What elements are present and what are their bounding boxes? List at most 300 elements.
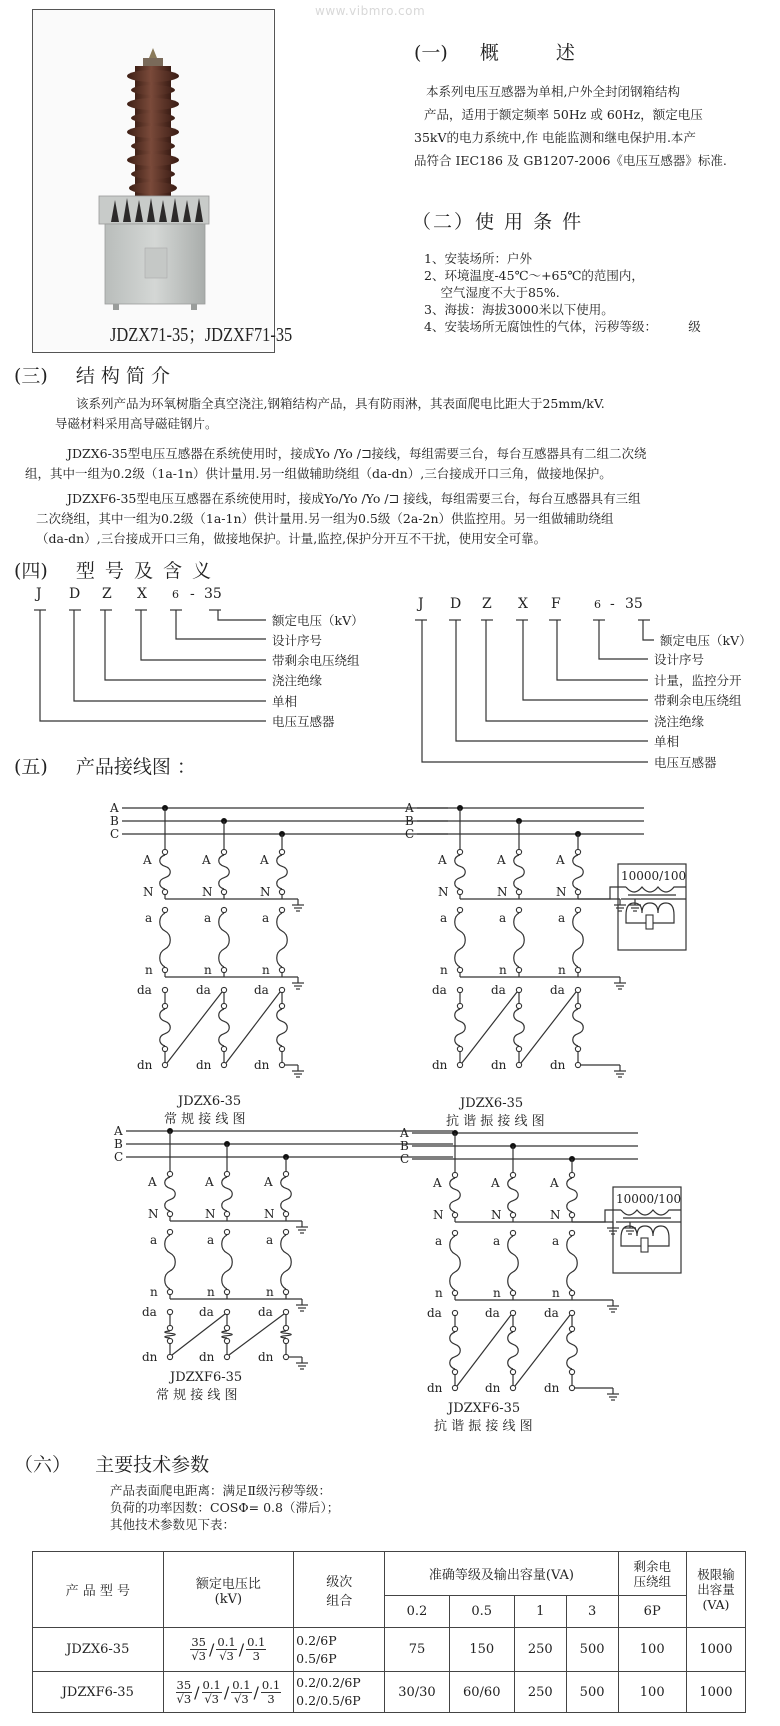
winding-label: da: [254, 983, 269, 997]
winding-label: n: [499, 963, 507, 977]
terminal-icon: [283, 1354, 288, 1359]
winding-label: dn: [432, 1058, 448, 1072]
code-letter: D: [450, 596, 462, 612]
winding-coil-icon: [165, 1177, 176, 1211]
fraction-numerator: 0.1: [247, 1635, 266, 1649]
winding-coil-icon: [219, 1009, 230, 1046]
winding-label: A: [202, 853, 211, 867]
code-letter: 6: [594, 598, 601, 611]
wiring-diagram-jdzx6-standard: [100, 790, 380, 1127]
winding-label: da: [544, 1306, 559, 1320]
code-letter: D: [69, 586, 81, 602]
winding-label: dn: [485, 1381, 501, 1395]
code-letter: -: [190, 586, 195, 602]
winding-coil-icon: [160, 1009, 171, 1046]
cell-ratio: [163, 1672, 294, 1713]
winding-coil-icon: [450, 1332, 461, 1369]
cell-residual: 100: [618, 1672, 686, 1713]
section-5-number: (五): [14, 756, 48, 778]
terminal-icon: [452, 1310, 457, 1315]
bus-label: B: [405, 814, 414, 828]
header-class-combo-line1: 级次: [326, 1574, 353, 1590]
winding-label: n: [145, 963, 153, 977]
terminal-icon: [221, 849, 226, 854]
terminal-icon: [167, 1325, 172, 1330]
delta-link: [515, 1315, 570, 1386]
code-letter: F: [551, 596, 561, 612]
terminal-icon: [221, 907, 226, 912]
terminal-icon: [224, 1229, 229, 1234]
wiring-diagram-jdzx6-anti-resonance: [380, 790, 687, 1129]
terminal-icon: [516, 987, 521, 992]
delta-link: [462, 992, 517, 1063]
winding-coil-icon: [508, 1236, 519, 1290]
header-class-1: 1: [514, 1596, 566, 1628]
terminal-icon: [221, 1046, 226, 1051]
ratio-fraction: [261, 1679, 281, 1706]
terminal-icon: [569, 1369, 574, 1374]
winding-coil-icon: [567, 1178, 578, 1212]
winding-label: da: [485, 1306, 500, 1320]
winding-label: dn: [550, 1058, 566, 1072]
transformer-primary-coil-icon: [626, 887, 686, 892]
cell-residual: 100: [618, 1628, 686, 1672]
winding-coil-icon: [573, 855, 584, 889]
transformer-ratio-label: 10000/100: [621, 869, 687, 883]
winding-label: dn: [137, 1058, 153, 1072]
winding-label: dn: [491, 1058, 507, 1072]
section-2-heading: （二）使 用 条 件: [412, 211, 584, 233]
header-class-combo-line2: 组合: [326, 1593, 353, 1609]
winding-label: N: [556, 885, 567, 899]
neutral-to-box-wire: [572, 1210, 621, 1222]
transformer-primary-coil-icon: [621, 1210, 681, 1215]
header-class-0.2: 0.2: [385, 1596, 449, 1628]
terminal-icon: [279, 1062, 284, 1067]
section-4-heading: [14, 556, 213, 583]
terminal-icon: [510, 1385, 515, 1390]
winding-label: A: [260, 853, 269, 867]
terminal-icon: [162, 1046, 167, 1051]
winding-coil-icon: [455, 1009, 466, 1046]
winding-label: N: [438, 885, 449, 899]
terminal-icon: [452, 1172, 457, 1177]
section-1-line: 产品，适用于额定频率 50Hz 或 60Hz，额定电压: [424, 107, 703, 122]
terminal-icon: [279, 987, 284, 992]
section-3-title: 结 构 简 介: [75, 365, 170, 387]
code-meaning: 浇注绝缘: [272, 673, 323, 688]
winding-coil-icon: [573, 1009, 584, 1046]
ratio-fraction: [231, 1679, 251, 1706]
winding-label: a: [552, 1234, 560, 1248]
winding-coil-icon: [222, 1331, 233, 1338]
terminal-icon: [167, 1211, 172, 1216]
winding-label: da: [432, 983, 447, 997]
winding-label: da: [427, 1306, 442, 1320]
header-limit-line2: 出容量: [697, 1582, 735, 1597]
code-letter: 35: [625, 596, 643, 612]
code-meaning: 单相: [654, 734, 680, 749]
winding-coil-icon: [160, 855, 171, 889]
terminal-icon: [167, 1289, 172, 1294]
section-3-line: JDZXF6-35型电压互感器在系统使用时，接成Yo/Yo /Yo /⊐ 接线，每组需要三台，每台互感器具有三组: [67, 491, 641, 506]
terminal-icon: [279, 1003, 284, 1008]
terminal-icon: [279, 1046, 284, 1051]
winding-label: A: [550, 1176, 559, 1190]
header-class-6p: 6P: [618, 1596, 686, 1628]
section-3-number: (三): [14, 365, 48, 387]
delta-link: [167, 992, 222, 1063]
terminal-icon: [510, 1369, 515, 1374]
delta-link: [457, 1315, 511, 1386]
terminal-icon: [167, 1309, 172, 1314]
terminal-icon: [569, 1385, 574, 1390]
header-limit-line1: 极限输: [697, 1567, 735, 1582]
winding-coil-icon: [160, 913, 171, 967]
winding-coil-icon: [165, 1331, 176, 1338]
delta-link: [229, 1314, 284, 1355]
terminal-icon: [452, 1326, 457, 1331]
winding-label: n: [440, 963, 448, 977]
section-2-item: 4、安装场所无腐蚀性的气体，污秽等级： 级: [424, 319, 701, 334]
winding-label: a: [145, 911, 153, 925]
transformer-ratio-label: 10000/100: [616, 1192, 682, 1206]
winding-label: n: [204, 963, 212, 977]
terminal-icon: [221, 889, 226, 894]
winding-coil-icon: [450, 1236, 461, 1290]
winding-label: N: [202, 885, 213, 899]
winding-coil-icon: [573, 913, 584, 967]
section-1-title: 概 述: [479, 42, 575, 64]
terminal-icon: [162, 987, 167, 992]
bus-label: B: [110, 814, 119, 828]
winding-coil-icon: [277, 855, 288, 889]
terminal-icon: [569, 1172, 574, 1177]
terminal-icon: [516, 967, 521, 972]
terminal-icon: [452, 1385, 457, 1390]
header-ratio-label: 额定电压比: [195, 1576, 261, 1592]
fraction-denominator: √3: [176, 1691, 192, 1706]
terminal-icon: [457, 987, 462, 992]
terminal-icon: [569, 1212, 574, 1217]
terminal-icon: [224, 1211, 229, 1216]
terminal-icon: [224, 1309, 229, 1314]
cell-value: 150: [449, 1628, 514, 1672]
winding-label: a: [435, 1234, 443, 1248]
section-2-item: 2、环境温度-45℃～+65℃的范围内，: [424, 268, 644, 283]
fraction-numerator: 0.1: [232, 1677, 251, 1692]
ratio-fraction: [216, 1636, 236, 1663]
watermark: www.vibmro.com: [315, 4, 426, 18]
terminal-icon: [575, 907, 580, 912]
code-letter: X: [518, 596, 528, 612]
code-letter: 6: [172, 588, 179, 601]
section-1-line: 本系列电压互感器为单相,户外全封闭钢箱结构: [426, 84, 680, 99]
winding-label: a: [204, 911, 212, 925]
winding-coil-icon: [281, 1177, 292, 1211]
terminal-icon: [167, 1354, 172, 1359]
winding-label: A: [143, 853, 152, 867]
winding-label: n: [552, 1286, 560, 1300]
code-letter: Z: [102, 586, 112, 602]
winding-label: da: [258, 1305, 273, 1319]
ratio-fraction: [246, 1636, 266, 1663]
winding-label: a: [266, 1233, 274, 1247]
code-letter: 35: [204, 586, 222, 602]
ratio-separator: /: [209, 1640, 215, 1659]
terminal-icon: [575, 1046, 580, 1051]
terminal-icon: [575, 987, 580, 992]
spec-table: [32, 1551, 746, 1713]
winding-label: a: [150, 1233, 158, 1247]
winding-label: da: [199, 1305, 214, 1319]
terminal-icon: [510, 1326, 515, 1331]
winding-coil-icon: [455, 913, 466, 967]
terminal-icon: [569, 1326, 574, 1331]
winding-label: dn: [142, 1350, 158, 1364]
diagram-model-caption: JDZXF6-35: [170, 1370, 243, 1385]
code-letter: J: [36, 586, 42, 602]
terminal-icon: [283, 1171, 288, 1176]
header-class-0.5: 0.5: [449, 1596, 514, 1628]
winding-label: N: [433, 1208, 444, 1222]
code-meaning: 带剩余电压绕组: [272, 653, 360, 668]
delta-link: [226, 992, 280, 1063]
winding-label: da: [550, 983, 565, 997]
code-meaning: 单相: [272, 694, 298, 709]
header-residual-line2: 压绕组: [633, 1573, 671, 1589]
terminal-icon: [283, 1289, 288, 1294]
terminal-icon: [516, 849, 521, 854]
cell-model: JDZXF6-35: [33, 1672, 164, 1713]
ratio-fraction: [176, 1679, 193, 1706]
terminal-icon: [575, 967, 580, 972]
winding-coil-icon: [277, 913, 288, 967]
winding-coil-icon: [514, 913, 525, 967]
winding-coil-icon: [281, 1235, 292, 1289]
fraction-numerator: 35: [191, 1635, 206, 1649]
winding-coil-icon: [455, 855, 466, 889]
ratio-fraction: [190, 1636, 207, 1663]
terminal-icon: [575, 1003, 580, 1008]
section-6-heading: [14, 1450, 209, 1477]
winding-coil-icon: [222, 1235, 233, 1289]
winding-label: n: [435, 1286, 443, 1300]
section-5-title: 产品接线图 ：: [75, 756, 196, 778]
diagram-title-caption: 抗 谐 振 接 线 图: [446, 1114, 545, 1129]
winding-label: N: [205, 1207, 216, 1221]
diagram-model-caption: JDZX6-35: [178, 1094, 242, 1109]
fraction-denominator: √3: [204, 1691, 220, 1706]
winding-label: a: [493, 1234, 501, 1248]
terminal-icon: [283, 1211, 288, 1216]
section-3-line: 该系列产品为环氧树脂全真空浇注,钢箱结构产品，具有防雨淋，其表面爬电比距大于25mm/kV.: [76, 396, 605, 411]
terminal-icon: [569, 1290, 574, 1295]
delta-link: [521, 992, 576, 1063]
terminal-icon: [516, 907, 521, 912]
winding-label: A: [148, 1175, 157, 1189]
winding-label: n: [266, 1285, 274, 1299]
section-6-title: 主要技术参数: [95, 1454, 210, 1476]
terminal-icon: [162, 889, 167, 894]
bus-label: B: [400, 1139, 409, 1153]
terminal-icon: [283, 1325, 288, 1330]
bus-label: A: [114, 1124, 123, 1138]
section-3-line: 导磁材料采用高导磁硅钢片。: [55, 416, 218, 431]
winding-label: a: [499, 911, 507, 925]
terminal-icon: [457, 889, 462, 894]
winding-label: n: [558, 963, 566, 977]
table-header-row: [33, 1552, 746, 1596]
terminal-icon: [457, 967, 462, 972]
terminal-icon: [457, 849, 462, 854]
cell-value: 500: [566, 1628, 618, 1672]
section-2-item: 1、安装场所：户外: [424, 251, 532, 266]
header-residual-line1: 剩余电: [633, 1558, 671, 1574]
section-3-heading: [14, 361, 170, 388]
winding-coil-icon: [281, 1331, 292, 1338]
terminal-icon: [452, 1230, 457, 1235]
winding-label: n: [493, 1286, 501, 1300]
diagram-model-caption: JDZXF6-35: [448, 1401, 521, 1416]
bus-label: A: [400, 1126, 409, 1140]
bus-label: C: [110, 827, 120, 841]
cell-combo: 0.2/6P: [296, 1632, 337, 1648]
terminal-icon: [510, 1290, 515, 1295]
cell-combos: [294, 1628, 385, 1672]
terminal-icon: [575, 889, 580, 894]
winding-label: N: [148, 1207, 159, 1221]
code-meaning: 额定电压（kV）: [272, 613, 364, 628]
fraction-numerator: 0.1: [261, 1677, 281, 1692]
terminal-icon: [516, 1046, 521, 1051]
winding-label: dn: [258, 1350, 274, 1364]
code-meaning: 电压互感器: [654, 755, 717, 770]
cell-combos: [294, 1672, 385, 1713]
winding-label: dn: [196, 1058, 212, 1072]
wiring-diagram-jdzxf6-standard: [100, 1120, 380, 1450]
section-2-item: 3、海拔：海拔3000米以下使用。: [424, 302, 614, 317]
winding-label: N: [550, 1208, 561, 1222]
terminal-icon: [162, 849, 167, 854]
code-meaning: 计量，监控分开: [654, 673, 742, 688]
cell-value: 75: [385, 1628, 449, 1672]
section-3-line: （da-dn）,三台接成开口三角，做接地保护。计量,监控,保护分开互不干扰，使用安全可靠。: [36, 531, 547, 546]
terminal-icon: [221, 1003, 226, 1008]
winding-label: A: [264, 1175, 273, 1189]
terminal-icon: [452, 1212, 457, 1217]
code-meaning: 设计序号: [654, 652, 705, 667]
terminal-icon: [457, 1046, 462, 1051]
terminal-icon: [510, 1310, 515, 1315]
delta-link: [172, 1314, 225, 1355]
fraction-denominator: 3: [267, 1691, 275, 1706]
diagram-title-caption: 常 规 接 线 图: [164, 1112, 246, 1127]
cell-value: 500: [566, 1672, 618, 1713]
section-4-number: (四): [14, 560, 48, 582]
winding-label: N: [264, 1207, 275, 1221]
fraction-denominator: 3: [252, 1649, 260, 1663]
winding-label: N: [491, 1208, 502, 1222]
terminal-icon: [279, 849, 284, 854]
terminal-icon: [569, 1230, 574, 1235]
winding-label: N: [143, 885, 154, 899]
section-1-number: (一): [414, 42, 448, 64]
code-meaning: 电压互感器: [272, 714, 335, 729]
bus-label: C: [405, 827, 415, 841]
terminal-icon: [575, 1062, 580, 1067]
section-6-number: （六）: [14, 1454, 72, 1476]
wiring-diagram-jdzxf6-anti-resonance: [380, 1115, 680, 1485]
cell-combo: 0.2/0.5/6P: [296, 1693, 361, 1708]
cell-value: 60/60: [449, 1672, 514, 1713]
terminal-icon: [162, 1003, 167, 1008]
header-accuracy-group: 准确等级及输出容量(VA): [385, 1552, 618, 1596]
header-ratio: [163, 1552, 294, 1628]
section-6-line: 产品表面爬电距离：满足Ⅱ级污秽等级：: [110, 1483, 331, 1498]
terminal-icon: [279, 889, 284, 894]
terminal-icon: [167, 1171, 172, 1176]
winding-label: a: [440, 911, 448, 925]
terminal-icon: [221, 1062, 226, 1067]
terminal-icon: [516, 889, 521, 894]
table-row: [33, 1628, 746, 1672]
cell-combo: 0.5/6P: [296, 1650, 337, 1666]
ratio-separator: /: [223, 1682, 230, 1702]
code-meaning: 带剩余电压绕组: [654, 693, 742, 708]
bus-label: B: [114, 1137, 123, 1151]
ratio-separator: /: [194, 1682, 200, 1702]
fraction-numerator: 0.1: [217, 1635, 236, 1649]
winding-coil-icon: [567, 1332, 578, 1369]
winding-label: n: [150, 1285, 158, 1299]
terminal-icon: [162, 967, 167, 972]
section-4-title: 型 号 及 含 义: [75, 560, 214, 582]
bus-label: A: [110, 801, 119, 815]
bus-label: C: [114, 1150, 124, 1164]
cell-value: 250: [514, 1628, 566, 1672]
section-3-line: 组，其中一组为0.2级（1a-1n）供计量用.另一组做辅助绕组（da-dn）,三台接成开口三角，做接地保护。: [25, 466, 612, 481]
code-meaning: 浇注绝缘: [654, 714, 705, 729]
winding-coil-icon: [508, 1178, 519, 1212]
section-1-line: 35kV的电力系统中,作 电能监测和继电保护用.本产: [414, 130, 696, 145]
winding-label: A: [205, 1175, 214, 1189]
winding-label: N: [497, 885, 508, 899]
winding-coil-icon: [219, 855, 230, 889]
winding-coil-icon: [277, 1009, 288, 1046]
neutral-to-box-wire: [578, 887, 626, 899]
diagram-model-caption: JDZX6-35: [460, 1096, 524, 1111]
header-ratio-unit: (kV): [214, 1591, 243, 1607]
winding-label: da: [137, 983, 152, 997]
terminal-icon: [516, 1062, 521, 1067]
winding-label: N: [260, 885, 271, 899]
resistor-icon: [641, 1238, 648, 1252]
code-letter: -: [610, 596, 615, 612]
winding-label: A: [491, 1176, 500, 1190]
terminal-icon: [510, 1212, 515, 1217]
terminal-icon: [224, 1325, 229, 1330]
transformer-photo: [33, 10, 273, 350]
winding-label: da: [142, 1305, 157, 1319]
cell-limit: 1000: [686, 1672, 745, 1713]
terminal-icon: [575, 849, 580, 854]
winding-label: A: [556, 853, 565, 867]
terminal-icon: [510, 1230, 515, 1235]
section-6-line: 其他技术参数见下表：: [110, 1517, 236, 1532]
winding-label: da: [491, 983, 506, 997]
winding-label: dn: [544, 1381, 560, 1395]
